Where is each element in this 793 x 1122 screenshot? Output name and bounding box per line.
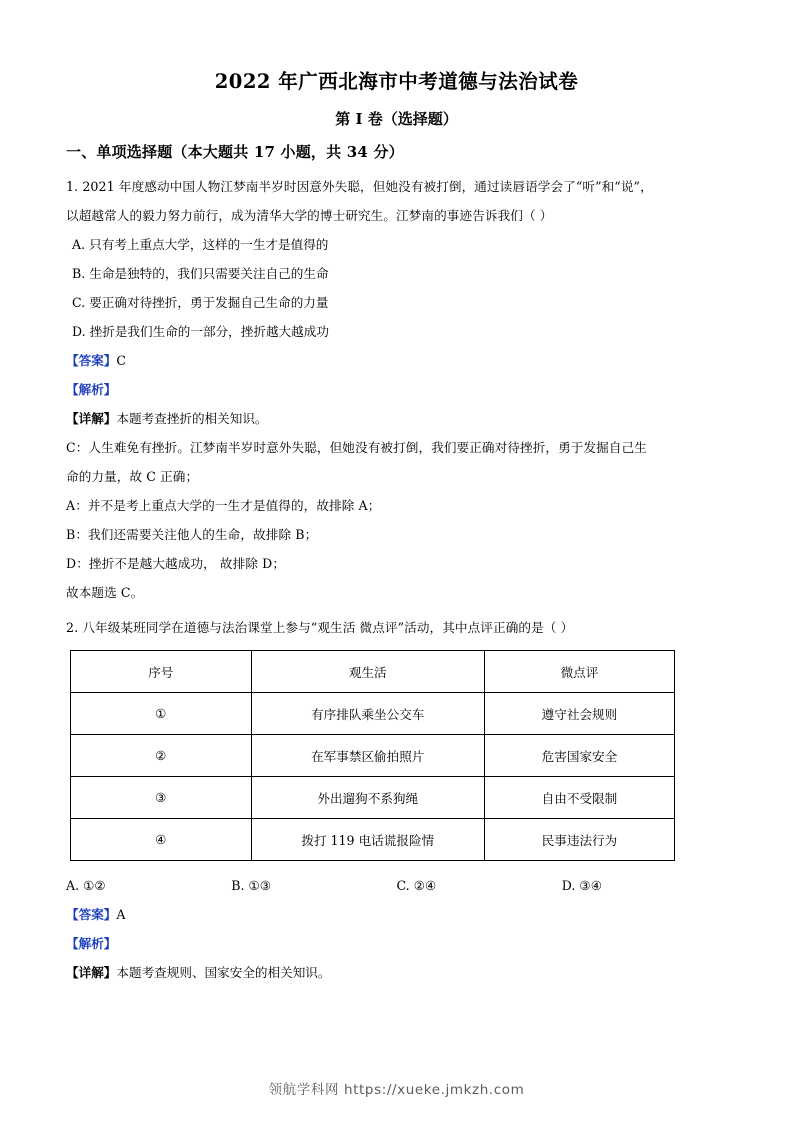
question-1-explanation-line-2: 命的力量，故 C 正确； bbox=[66, 469, 199, 484]
answer-label: 【答案】 bbox=[66, 907, 117, 922]
question-1-explanation-line-6: 故本题选 C。 bbox=[66, 585, 144, 600]
question-2-option-a: A. ①② bbox=[66, 878, 106, 893]
question-1-explanation-line-4: B：我们还需要关注他人的生命，故排除 B； bbox=[66, 527, 318, 542]
question-1-analysis-label-row bbox=[66, 375, 727, 404]
table-cell-observation: 外出遛狗不系狗绳 bbox=[251, 777, 484, 819]
table-cell-comment: 自由不受限制 bbox=[484, 777, 674, 819]
table-cell-comment: 民事违法行为 bbox=[484, 819, 674, 861]
table-row bbox=[71, 777, 675, 819]
table-cell-index: ② bbox=[71, 735, 252, 777]
question-2-table bbox=[70, 650, 675, 861]
question-2 bbox=[66, 613, 727, 987]
question-2-stem: 2. 八年级某班同学在道德与法治课堂上参与“观生活 微点评”活动，其中点评正确的是（ ） bbox=[66, 620, 574, 635]
footer-watermark: 领航学科网 https://xueke.jmkzh.com bbox=[268, 1082, 525, 1098]
question-2-detail-row bbox=[66, 958, 727, 987]
question-1-stem-line-1: 1. 2021 年度感动中国人物江梦南半岁时因意外失聪，但她没有被打倒，通过读唇语学会了“听”和“说”， bbox=[66, 179, 653, 194]
detail-label: 【详解】 bbox=[66, 965, 117, 980]
detail-text: 本题考查挫折的相关知识。 bbox=[116, 411, 268, 426]
answer-value: A bbox=[116, 907, 126, 922]
table-header-cell-observation: 观生活 bbox=[251, 651, 484, 693]
question-1-explanation-line-5: D：挫折不是越大越成功， 故排除 D； bbox=[66, 556, 286, 571]
question-2-answer bbox=[66, 900, 727, 929]
table-row bbox=[71, 819, 675, 861]
table-cell-observation: 有序排队乘坐公交车 bbox=[251, 693, 484, 735]
question-1-detail-row bbox=[66, 404, 727, 433]
answer-label: 【答案】 bbox=[66, 353, 117, 368]
table-row bbox=[71, 735, 675, 777]
analysis-label: 【解析】 bbox=[66, 936, 117, 951]
question-1-option-a: A. 只有考上重点大学，这样的一生才是值得的 bbox=[72, 237, 329, 252]
table-cell-comment: 危害国家安全 bbox=[484, 735, 674, 777]
answer-value: C bbox=[116, 353, 127, 368]
question-1-option-c: C. 要正确对待挫折，勇于发掘自己生命的力量 bbox=[72, 295, 329, 310]
question-2-analysis-label-row bbox=[66, 929, 727, 958]
table-header-cell-index: 序号 bbox=[71, 651, 252, 693]
part-heading: 一、单项选择题（本大题共 17 小题，共 34 分） bbox=[66, 143, 404, 161]
table-cell-observation: 拨打 119 电话谎报险情 bbox=[251, 819, 484, 861]
table-header-cell-comment: 微点评 bbox=[484, 651, 674, 693]
question-1-explanation-line-3: A：并不是考上重点大学的一生才是值得的，故排除 A； bbox=[66, 498, 381, 513]
section-title: 第 I 卷（选择题） bbox=[335, 110, 458, 128]
table-cell-index: ④ bbox=[71, 819, 252, 861]
table-cell-index: ③ bbox=[71, 777, 252, 819]
table-header-row bbox=[71, 651, 675, 693]
question-1-explanation-line-1: C：人生难免有挫折。江梦南半岁时意外失聪，但她没有被打倒，我们要正确对待挫折，勇于发掘自己生 bbox=[66, 440, 647, 455]
question-1-stem-line-2: 以超越常人的毅力努力前行，成为清华大学的博士研究生。江梦南的事迹告诉我们（ ） bbox=[66, 208, 553, 223]
question-1-option-b: B. 生命是独特的，我们只需要关注自己的生命 bbox=[72, 266, 329, 281]
question-2-option-d: D. ③④ bbox=[561, 878, 602, 893]
question-1-option-d: D. 挫折是我们生命的一部分，挫折越大越成功 bbox=[72, 324, 329, 339]
question-2-option-b: B. ①③ bbox=[231, 878, 272, 893]
detail-label: 【详解】 bbox=[66, 411, 117, 426]
table-row bbox=[71, 693, 675, 735]
question-1 bbox=[66, 172, 727, 607]
question-1-answer bbox=[66, 346, 727, 375]
table-cell-index: ① bbox=[71, 693, 252, 735]
table-cell-comment: 遵守社会规则 bbox=[484, 693, 674, 735]
question-2-option-c: C. ②④ bbox=[396, 878, 437, 893]
detail-text: 本题考查规则、国家安全的相关知识。 bbox=[116, 965, 331, 980]
question-2-options bbox=[66, 871, 727, 900]
page-title: 2022 年广西北海市中考道德与法治试卷 bbox=[214, 70, 579, 93]
table-cell-observation: 在军事禁区偷拍照片 bbox=[251, 735, 484, 777]
analysis-label: 【解析】 bbox=[66, 382, 117, 397]
